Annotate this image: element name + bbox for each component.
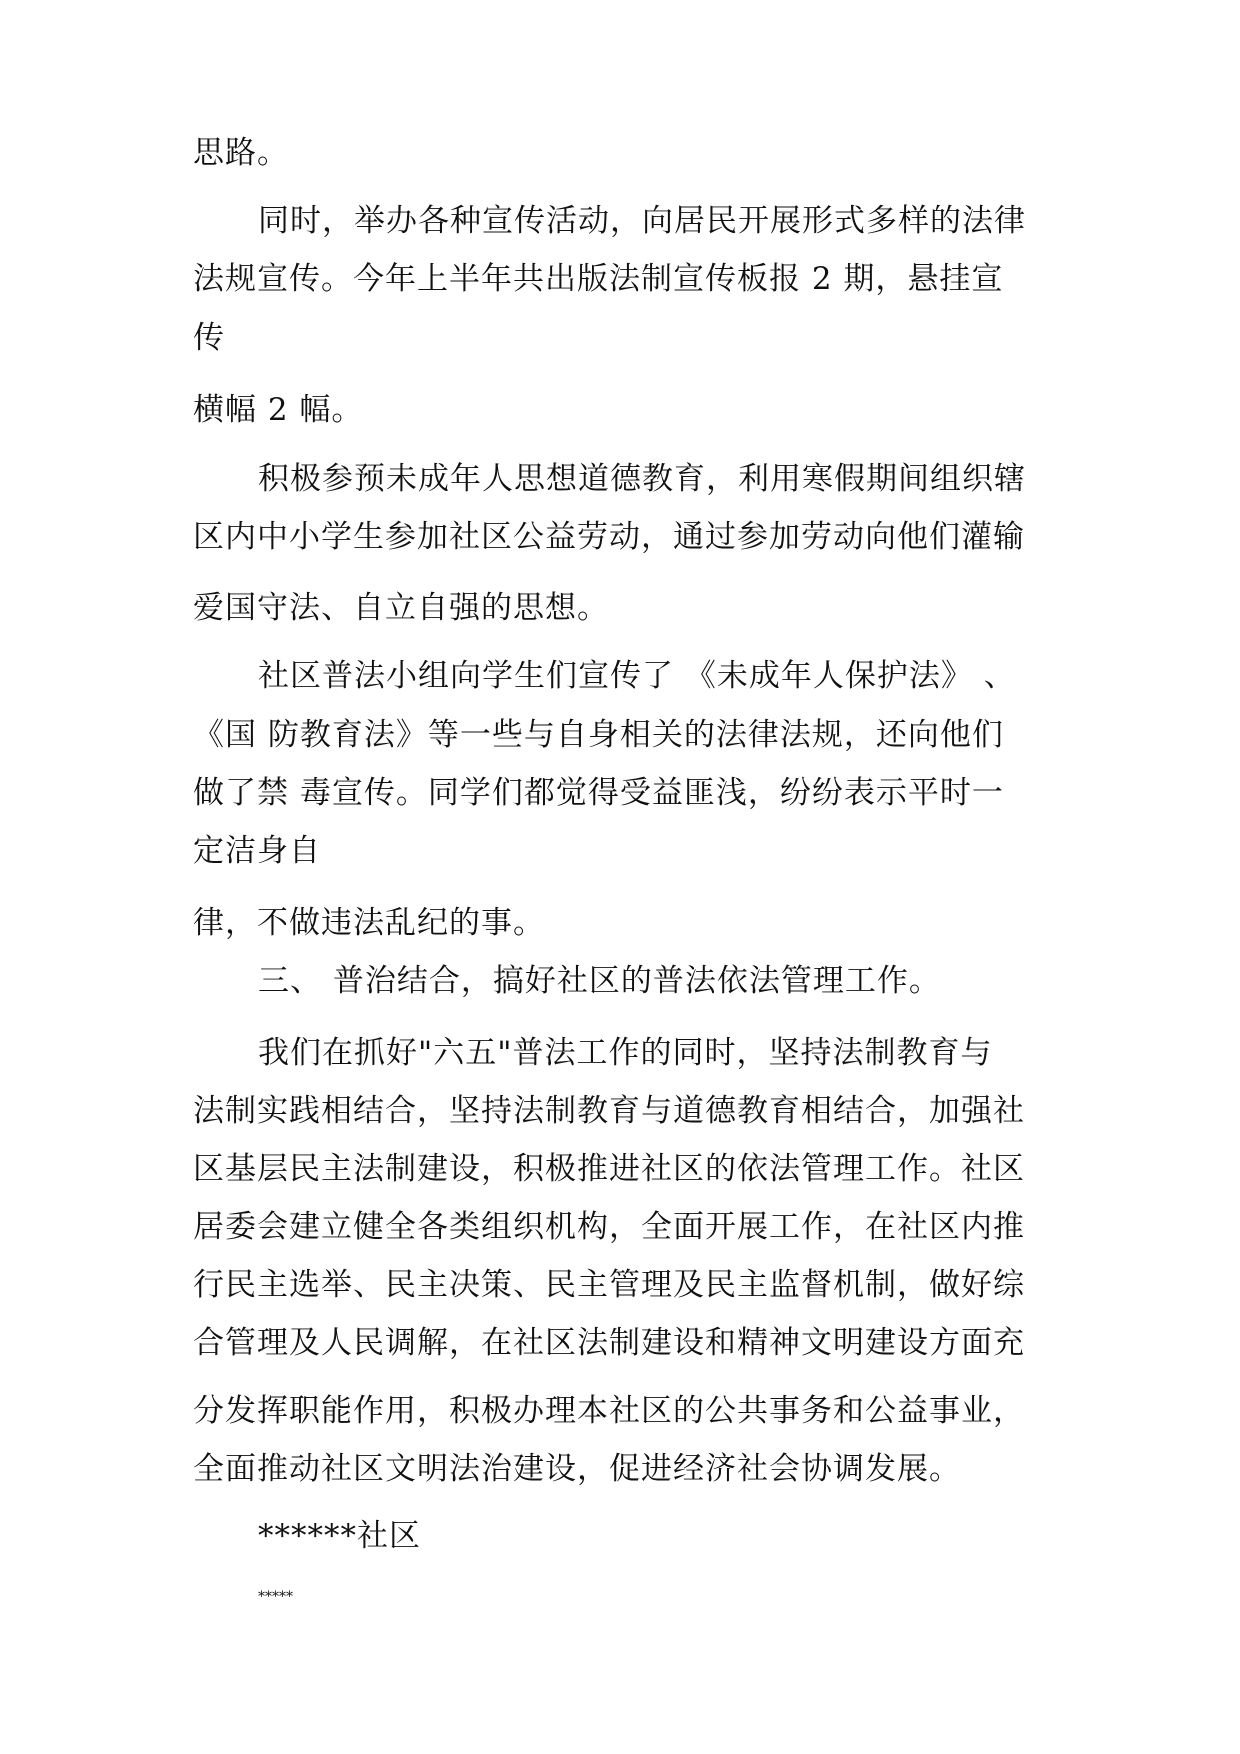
text-line: 合管理及人民调解，在社区法制建设和精神文明建设方面充: [193, 1325, 1025, 1361]
text-line: 法制实践相结合，坚持法制教育与道德教育相结合，加强社: [193, 1093, 1025, 1129]
text-line: 律，不做违法乱纪的事。: [193, 905, 545, 941]
text-line: 横幅 2 幅。: [193, 392, 364, 428]
signature-community: ******社区: [258, 1518, 421, 1554]
text-line: 法规宣传。今年上半年共出版法制宣传板报 2 期，悬挂宣: [193, 261, 1004, 297]
text-line: 做了禁 毒宣传。同学们都觉得受益匪浅，纷纷表示平时一: [193, 775, 1004, 811]
text-line: 同时，举办各种宣传活动，向居民开展形式多样的法律: [258, 203, 1026, 239]
text-line: 区基层民主法制建设，积极推进社区的依法管理工作。社区: [193, 1151, 1025, 1187]
text-line: 区内中小学生参加社区公益劳动，通过参加劳动向他们灌输: [193, 519, 1025, 555]
text-line: 全面推动社区文明法治建设，促进经济社会协调发展。: [193, 1451, 961, 1487]
text-line: 思路。: [193, 135, 289, 171]
text-line: 我们在抓好"六五"普法工作的同时，坚持法制教育与: [258, 1035, 993, 1071]
signature-date: *****: [258, 1589, 293, 1605]
text-line: 社区普法小组向学生们宣传了 《未成年人保护法》 、: [258, 658, 1016, 694]
text-line: 积极参预未成年人思想道德教育，利用寒假期间组织辖: [258, 461, 1026, 497]
text-line: 行民主选举、民主决策、民主管理及民主监督机制，做好综: [193, 1267, 1025, 1303]
text-line: 传: [193, 320, 225, 356]
text-line: 《国 防教育法》等一些与自身相关的法律法规，还向他们: [193, 717, 1004, 753]
text-line: 定洁身自: [193, 833, 321, 869]
text-line: 爱国守法、自立自强的思想。: [193, 590, 609, 626]
text-line: 分发挥职能作用，积极办理本社区的公共事务和公益事业，: [193, 1393, 1025, 1429]
section-heading: 三、 普治结合，搞好社区的普法依法管理工作。: [258, 963, 941, 999]
text-line: 居委会建立健全各类组织机构，全面开展工作，在社区内推: [193, 1209, 1025, 1245]
